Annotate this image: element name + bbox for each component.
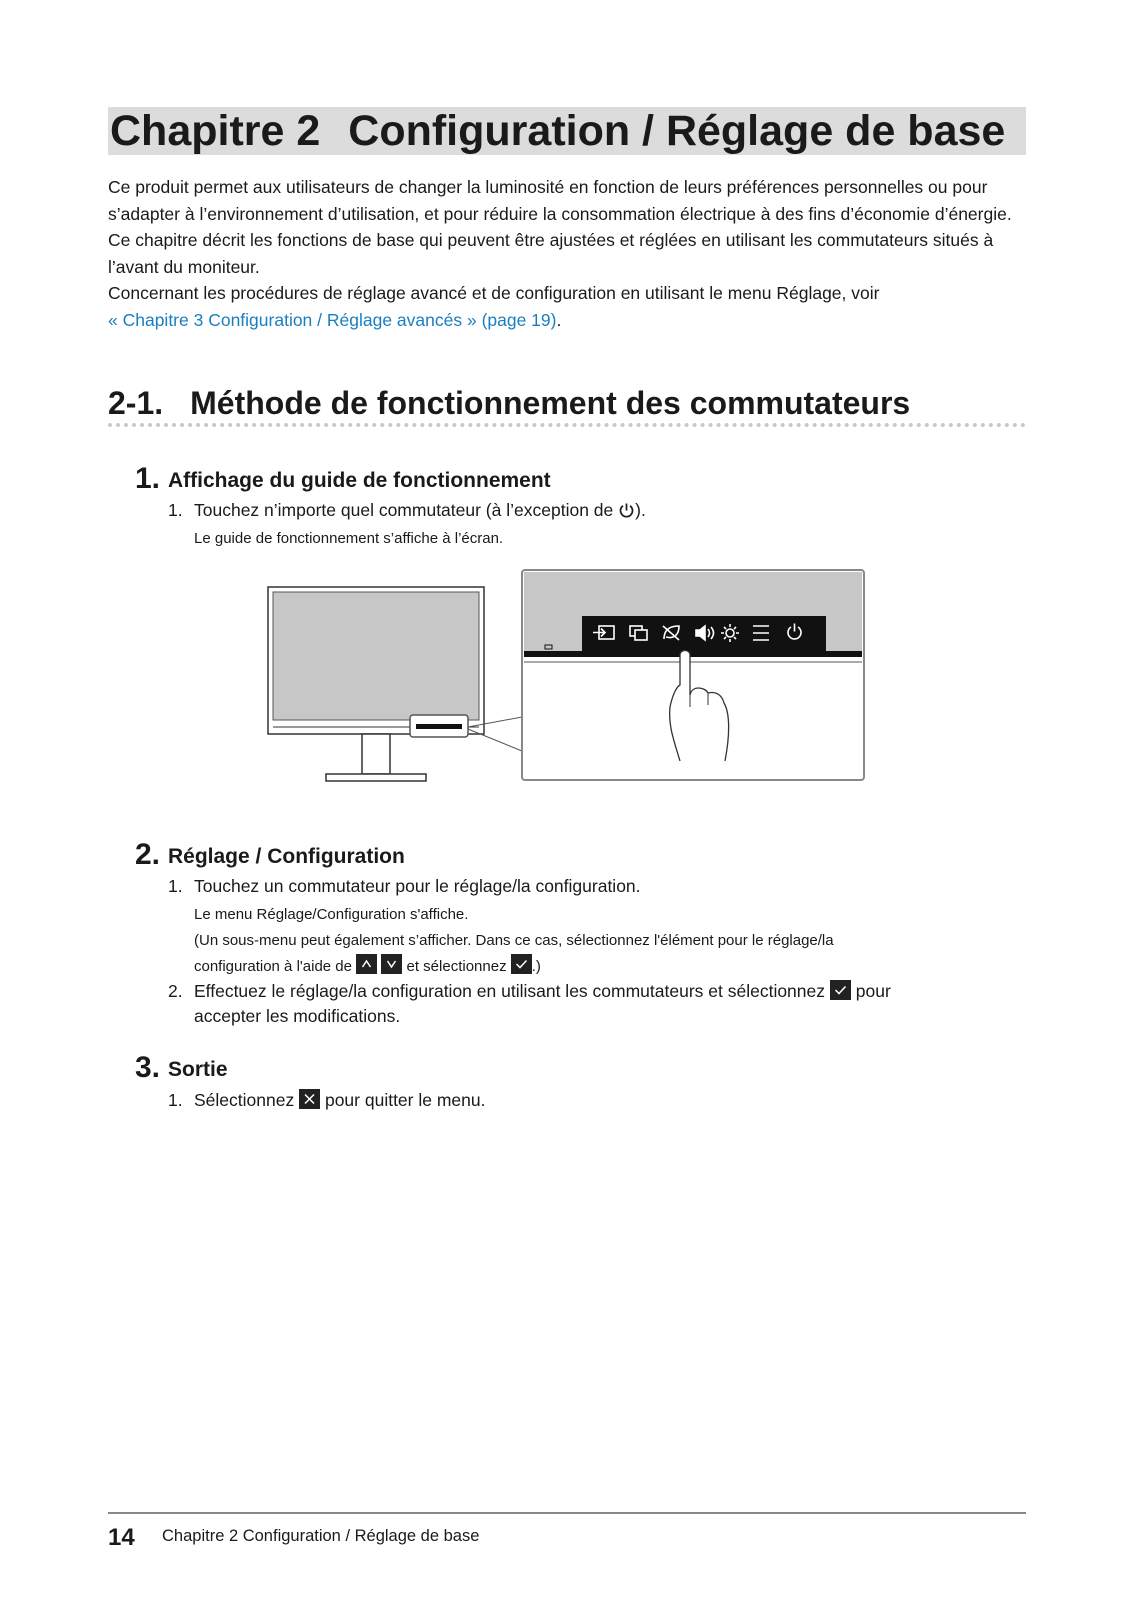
section-title: [108, 383, 1026, 423]
chapter3-link[interactable]: « Chapitre 3 Configuration / Réglage avancés » (page 19): [108, 309, 557, 330]
step-1-item-1-text: Touchez n’importe quel commutateur (à l’exception de ).: [194, 500, 646, 520]
intro-text: [108, 174, 1033, 333]
chapter-title-text: Configuration / Réglage de base: [348, 107, 1006, 155]
section-divider: [108, 423, 1026, 427]
monitor-illustration: [260, 565, 870, 785]
step-3-item-1-text: Sélectionnez pour quitter le menu.: [194, 1090, 486, 1110]
step-2-title: Réglage / Configuration: [168, 845, 405, 868]
step-2-item-1-note-2: (Un sous-menu peut également s’afficher. Dans ce cas, sélectionnez l'élément pour le réglage/la: [194, 932, 834, 949]
check-icon: [830, 980, 851, 1000]
close-icon: [299, 1089, 320, 1109]
step-1-item-1-number: 1.: [168, 500, 183, 520]
section-title-text: Méthode de fonctionnement des commutateurs: [190, 385, 911, 421]
step-2-item-1-note-3: configuration à l'aide de et sélectionnez .): [194, 954, 541, 979]
footer-divider: [108, 1512, 1026, 1514]
step-2-item-2-text-cont: accepter les modifications.: [194, 1006, 401, 1026]
step-2-item-2-text: Effectuez le réglage/la configuration en utilisant les commutateurs et sélectionnez pour: [194, 981, 891, 1001]
step-1-number: 1.: [135, 462, 161, 495]
check-icon: [511, 954, 532, 974]
monitor-screen: [273, 592, 479, 720]
step-3-number: 3.: [135, 1051, 161, 1084]
monitor-stand: [362, 734, 390, 774]
down-arrow-icon: [381, 954, 402, 974]
step-2-item-1-number: 1.: [168, 876, 183, 896]
up-arrow-icon: [356, 954, 377, 974]
power-icon: [618, 501, 635, 518]
step-2-item-1-note-1: Le menu Réglage/Configuration s'affiche.: [194, 906, 469, 923]
section-number: 2-1.: [108, 385, 164, 421]
step-1-title: Affichage du guide de fonctionnement: [168, 469, 551, 492]
step-3-title: Sortie: [168, 1058, 228, 1081]
intro-paragraph-2: Ce chapitre décrit les fonctions de base qui peuvent être ajustées et réglées en utilisant les commutateurs situés à l’avant du moniteur.: [108, 230, 994, 277]
step-2-item-1-text: Touchez un commutateur pour le réglage/la configuration.: [194, 876, 641, 896]
monitor-base: [326, 774, 426, 781]
page-number: 14: [108, 1524, 135, 1551]
intro-paragraph-1: Ce produit permet aux utilisateurs de changer la luminosité en fonction de leurs préférences personnelles ou pour s’adapter à l’environnement d’utilisation, et pour réduire la consommation électrique à des fins d’économie d’énergie.: [108, 177, 1012, 224]
footer-chapter-title: Chapitre 2 Configuration / Réglage de base: [162, 1527, 480, 1545]
step-1-item-1-note: Le guide de fonctionnement s’affiche à l’écran.: [194, 530, 504, 547]
step-2-number: 2.: [135, 838, 161, 871]
chapter-label: Chapitre 2: [110, 107, 321, 155]
step-3-item-1-number: 1.: [168, 1090, 183, 1110]
step-2-item-2-number: 2.: [168, 981, 183, 1001]
intro-paragraph-3: Concernant les procédures de réglage avancé et de configuration en utilisant le menu Réglage, voir « Chapitre 3 Configuration / Réglage avancés » (page 19).: [108, 283, 880, 330]
chapter-title: [108, 107, 1026, 155]
